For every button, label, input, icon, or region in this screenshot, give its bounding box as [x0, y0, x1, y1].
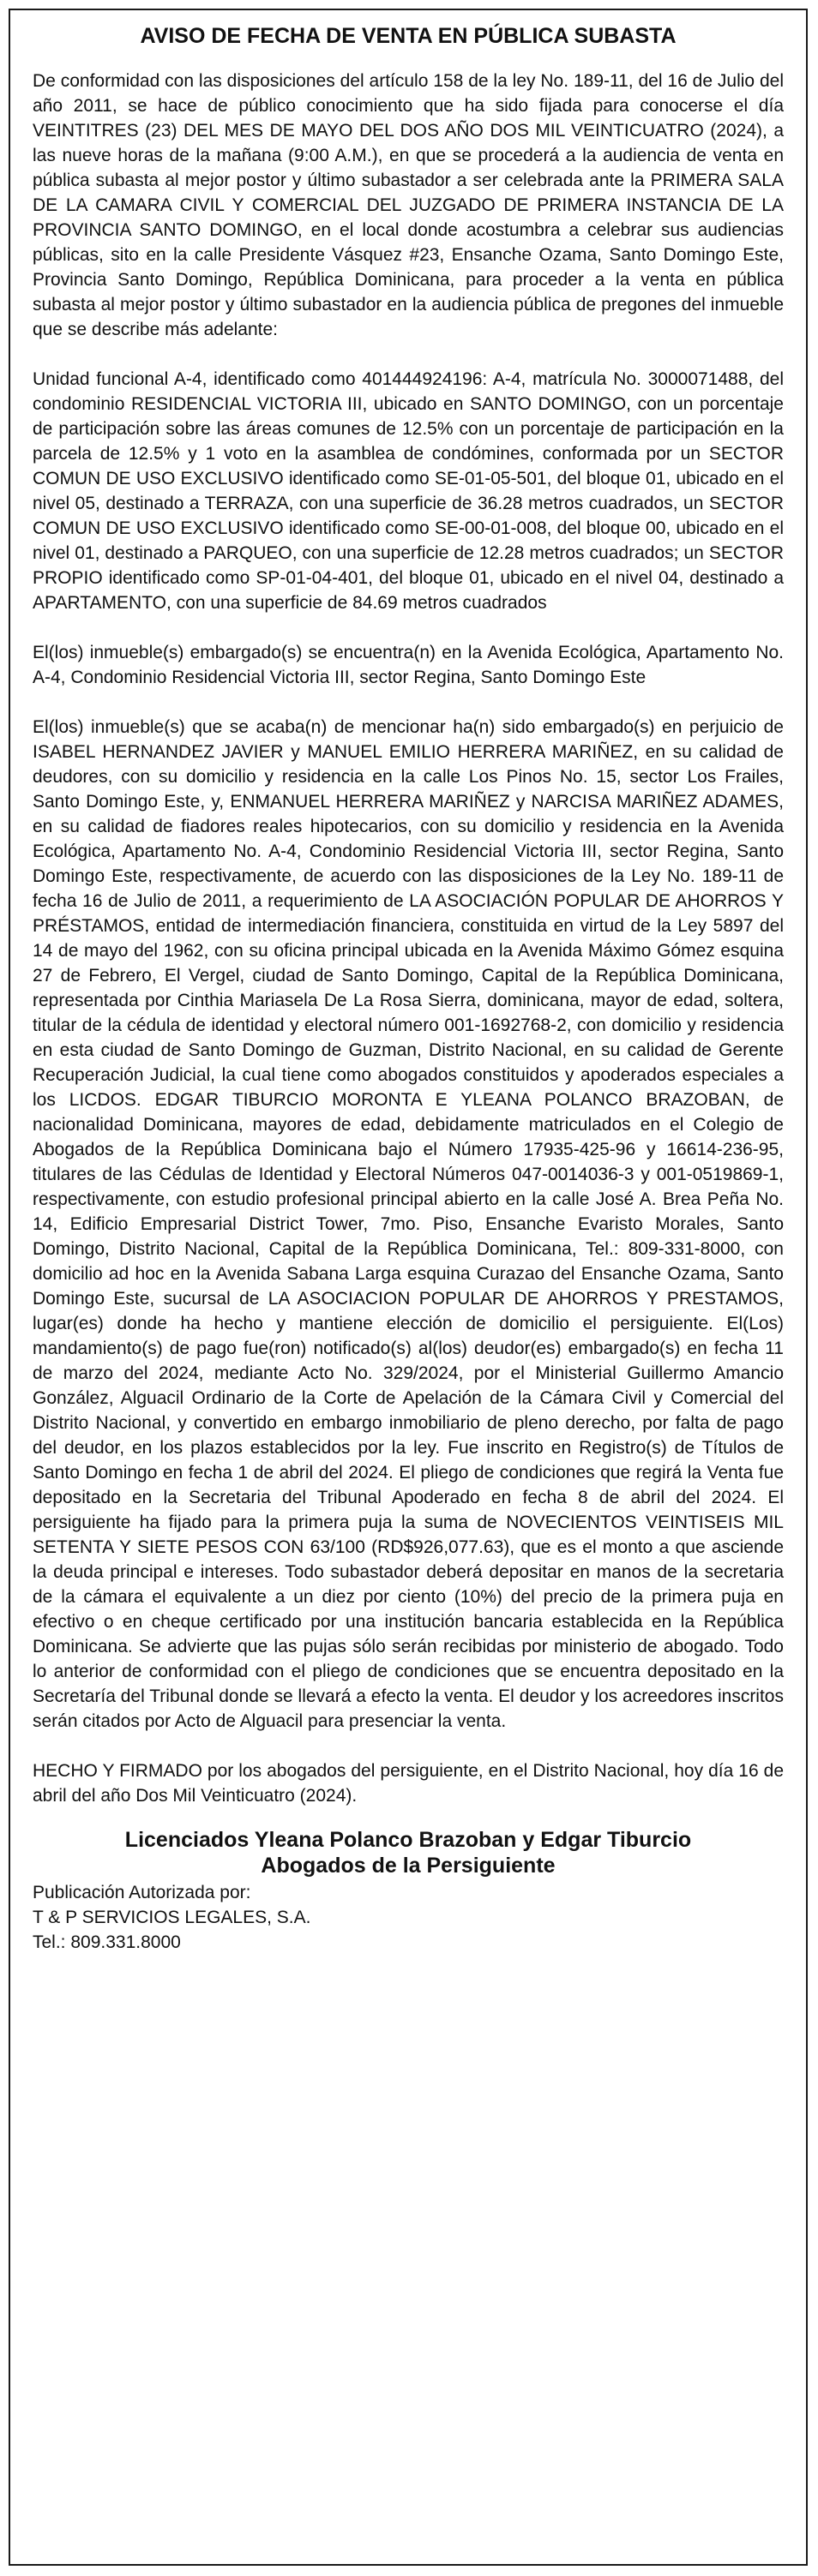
publication-company: T & P SERVICIOS LEGALES, S.A.	[33, 1908, 311, 1927]
legal-notice	[9, 9, 808, 2566]
publication-label: Publicación Autorizada por:	[33, 1883, 251, 1902]
notice-title: AVISO DE FECHA DE VENTA EN PÚBLICA SUBASTA	[140, 24, 677, 48]
signature-lawyers: Licenciados Yleana Polanco Brazoban y Edgar Tiburcio	[124, 1828, 692, 1852]
paragraph-signed: HECHO Y FIRMADO por los abogados del persiguiente, en el Distrito Nacional, hoy día 16 de abril del año Dos Mil Veinticuatro (2024).	[33, 1761, 784, 1806]
paragraph-sale-date: De conformidad con las disposiciones del artículo 158 de la ley No. 189-11, del 16 de Julio del año 2011, se hace de público conocimiento que ha sido fijada para conocerse el día VEINTITRES (23) DEL MES DE MAYO DEL DOS AÑO DOS MIL VEINTICUATRO (2024), a las nueve horas de la mañana (9:00 A.M.), en que se procederá a la audiencia de venta en pública subasta al mejor postor y último subastador a ser celebrada ante la PRIMERA SALA DE LA CAMARA CIVIL Y COMERCIAL DEL JUZGADO DE PRIMERA INSTANCIA DE LA PROVINCIA SANTO DOMINGO, en el local donde acostumbra a celebrar sus audiencias públicas, sito en la calle Presidente Vásquez #23, Ensanche Ozama, Santo Domingo Este, Provincia Santo Domingo, República Dominicana, para proceder a la venta en pública subasta al mejor postor y último subastador en la audiencia pública de pregones del inmueble que se describe más adelante:	[33, 71, 784, 339]
paragraph-seizure-details: El(los) inmueble(s) que se acaba(n) de mencionar ha(n) sido embargado(s) en perjuicio de ISABEL HERNANDEZ JAVIER y MANUEL EMILIO HERRERA MARIÑEZ, en su calidad de deudores, con su domicilio y residencia en la calle Los Pinos No. 15, sector Los Frailes, Santo Domingo Este, y, ENMANUEL HERRERA MARIÑEZ y NARCISA MARIÑEZ ADAMES, en su calidad de fiadores reales hipotecarios, con su domicilio y residencia en la Avenida Ecológica, Apartamento No. A-4, Condominio Residencial Victoria III, sector Regina, Santo Domingo Este, respectivamente, de acuerdo con las disposiciones de la Ley No. 189-11 de fecha 16 de Julio de 2011, a requerimiento de LA ASOCIACIÓN POPULAR DE AHORROS Y PRÉSTAMOS, entidad de intermediación financiera, constituida en virtud de la Ley 5897 del 14 de mayo del 1962, con su oficina principal ubicada en la Avenida Máximo Gómez esquina 27 de Febrero, El Vergel, ciudad de Santo Domingo, Capital de la República Dominicana, representada por Cinthia Mariasela De La Rosa Sierra, dominicana, mayor de edad, soltera, titular de la cédula de identidad y electoral número 001-1692768-2, con domicilio y residencia en esta ciudad de Santo Domingo de Guzman, Distrito Nacional, en su calidad de Gerente Recuperación Judicial, la cual tiene como abogados constituidos y apoderados especiales a los LICDOS. EDGAR TIBURCIO MORONTA E YLEANA POLANCO BRAZOBAN, de nacionalidad Dominicana, mayores de edad, debidamente matriculados en el Colegio de Abogados de la República Dominicana bajo el Número 17935-425-96 y 16614-236-95, titulares de las Cédulas de Identidad y Electoral Números 047-0014036-3 y 001-0519869-1, respectivamente, con estudio profesional principal abierto en la calle José A. Brea Peña No. 14, Edificio Empresarial District Tower, 7mo. Piso, Ensanche Evaristo Morales, Santo Domingo, Distrito Nacional, Capital de la República Dominicana, Tel.: 809-331-8000, con domicilio ad hoc en la Avenida Sabana Larga esquina Curazao del Ensanche Ozama, Santo Domingo Este, sucursal de LA ASOCIACION POPULAR DE AHORROS Y PRESTAMOS, lugar(es) donde ha hecho y mantiene elección de domicilio el persiguiente. El(Los) mandamiento(s) de pago fue(ron) notificado(s) al(los) deudor(es) embargado(s) en fecha 11 de marzo del 2024, mediante Acto No. 329/2024, por el Ministerial Guillermo Amancio González, Alguacil Ordinario de la Corte de Apelación de la Cámara Civil y Comercial del Distrito Nacional, y convertido en embargo inmobiliario de pleno derecho, por falta de pago del deudor, en los plazos establecidos por la ley. Fue inscrito en Registro(s) de Títulos de Santo Domingo en fecha 1 de abril del 2024. El pliego de condiciones que regirá la Venta fue depositado en la Secretaria del Tribunal Apoderado en fecha 8 de abril del 2024. El persiguiente ha fijado para la primera puja la suma de NOVECIENTOS VEINTISEIS MIL SETENTA Y SIETE PESOS CON 63/100 (RD$926,077.63), que es el monto a que asciende la deuda principal e intereses. Todo subastador deberá depositar en manos de la secretaria de la cámara el equivalente a un diez por ciento (10%) del precio de la primera puja en efectivo o en cheque certificado por una institución bancaria establecida en la República Dominicana. Se advierte que las pujas sólo serán recibidas por ministerio de abogado. Todo lo anterior de conformidad con el pliego de condiciones que se encuentra depositado en la Secretaría del Tribunal donde se llevará a efecto la venta. El deudor y los acreedores inscritos serán citados por Acto de Alguacil para presenciar la venta.	[33, 717, 784, 1731]
signature-role: Abogados de la Persiguiente	[261, 1854, 556, 1878]
paragraph-property-description: Unidad funcional A-4, identificado como 401444924196: A-4, matrícula No. 3000071488, del condominio RESIDENCIAL VICTORIA III, ubicado en SANTO DOMINGO, con un porcentaje de participación sobre las áreas comunes de 12.5% con un porcentaje de participación en la parcela de 12.5% y 1 voto en la asamblea de condómines, conformada por un SECTOR COMUN DE USO EXCLUSIVO identificado como SE-01-05-501, del bloque 01, ubicado en el nivel 05, destinado a TERRAZA, con una superficie de 36.28 metros cuadrados, un SECTOR COMUN DE USO EXCLUSIVO identificado como SE-00-01-008, del bloque 00, ubicado en el nivel 01, destinado a PARQUEO, con una superficie de 12.28 metros cuadrados; un SECTOR PROPIO identificado como SP-01-04-401, del bloque 01, ubicado en el nivel 04, destinado a APARTAMENTO, con una superficie de 84.69 metros cuadrados	[33, 369, 784, 613]
publication-phone: Tel.: 809.331.8000	[33, 1932, 181, 1952]
signature-block	[33, 1827, 784, 1878]
paragraph-property-location: El(los) inmueble(s) embargado(s) se encuentra(n) en la Avenida Ecológica, Apartamento No. A-4, Condominio Residencial Victoria III, sector Regina, Santo Domingo Este	[33, 643, 784, 687]
